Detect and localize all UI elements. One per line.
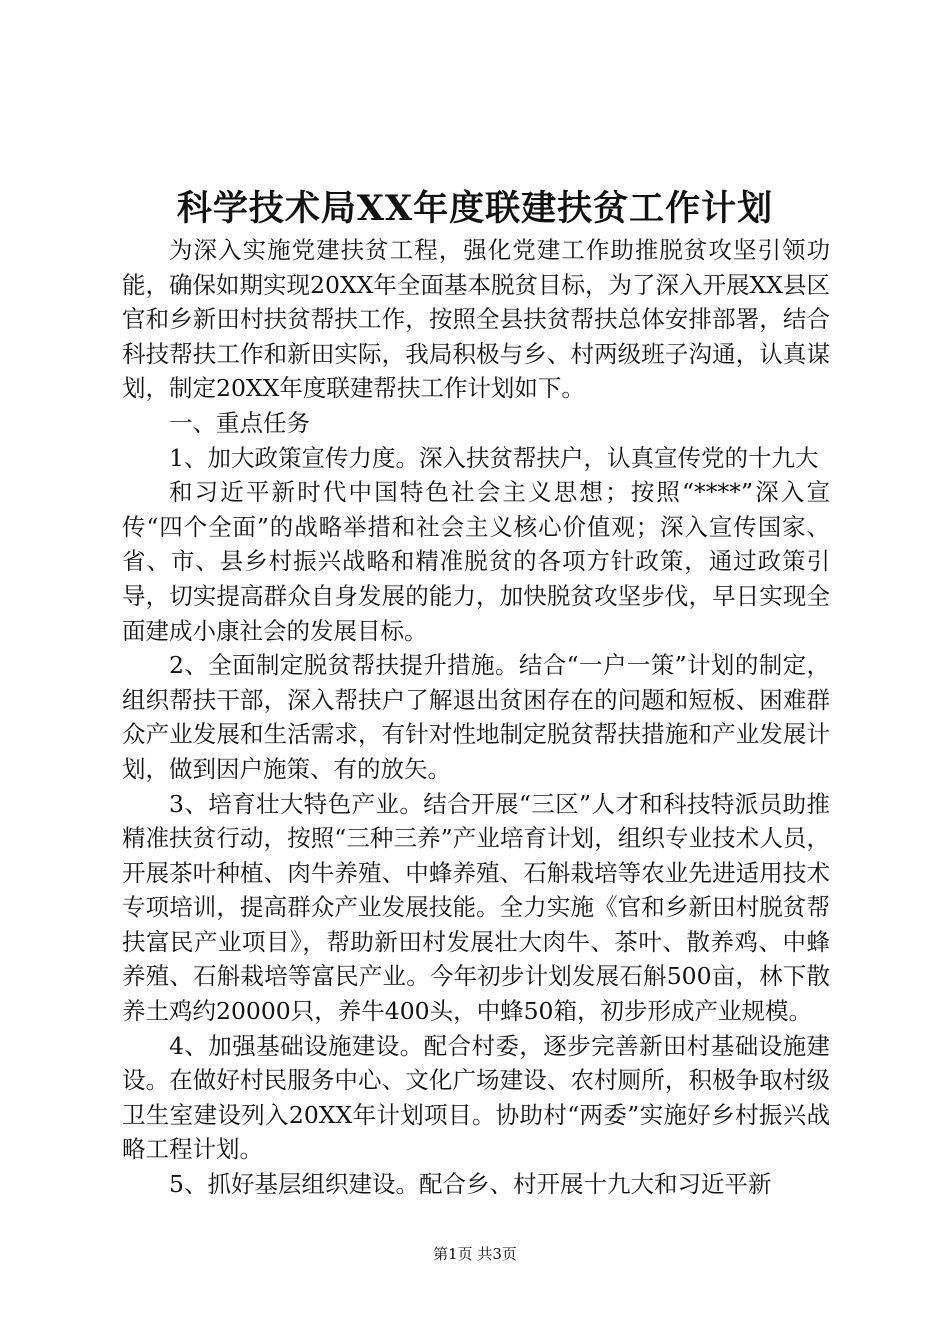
paragraph-item-1-start: 1、加大政策宣传力度。深入扶贫帮扶户，认真宣传党的十九大	[169, 443, 819, 472]
paragraph-item-1-cont: 和习近平新时代中国特色社会主义思想；按照“****”深入宣传“四个全面”的战略举措和社会主义核心价值观；深入宣传国家、省、市、县乡村振兴战略和精准脱贫的各项方针政策，通过政策引导，切实提高群众自身发展的能力，加快脱贫攻坚步伐，早日实现全面建成小康社会的发展目标。	[122, 478, 830, 645]
paragraph-intro: 为深入实施党建扶贫工程，强化党建工作助推脱贫攻坚引领功能，确保如期实现20XX年全面基本脱贫目标，为了深入开展XX县区官和乡新田村扶贫帮扶工作，按照全县扶贫帮扶总体安排部署，结合科技帮扶工作和新田实际，我局积极与乡、村两级班子沟通，认真谋划，制定20XX年度联建帮扶工作计划如下。	[122, 236, 830, 403]
paragraph-section-heading: 一、重点任务	[169, 408, 310, 437]
paragraph-item-4: 4、加强基础设施建设。配合村委，逐步完善新田村基础设施建设。在做好村民服务中心、文化广场建设、农村厕所，积极争取村级卫生室建设列入20XX年计划项目。协助村“两委”实施好乡村振兴战略工程计划。	[122, 1031, 830, 1164]
page-number-footer: 第1页 共3页	[433, 1245, 517, 1263]
paragraph-item-3: 3、培育壮大特色产业。结合开展“三区”人才和科技特派员助推精准扶贫行动，按照“三种三养”产业培育计划，组织专业技术人员，开展茶叶种植、肉牛养殖、中蜂养殖、石斛栽培等农业先进适用技术专项培训，提高群众产业发展技能。全力实施《官和乡新田村脱贫帮扶富民产业项目》，帮助新田村发展壮大肉牛、茶叶、散养鸡、中蜂养殖、石斛栽培等富民产业。今年初步计划发展石斛500亩，林下散养土鸡约20000只，养牛400头，中蜂50箱，初步形成产业规模。	[122, 789, 830, 1026]
document-body	[122, 233, 830, 1202]
paragraph-item-2: 2、全面制定脱贫帮扶提升措施。结合“一户一策”计划的制定，组织帮扶干部，深入帮扶户了解退出贫困存在的问题和短板、困难群众产业发展和生活需求，有针对性地制定脱贫帮扶措施和产业发展计划，做到因户施策、有的放矢。	[122, 651, 830, 783]
paragraph-item-5: 5、抓好基层组织建设。配合乡、村开展十九大和习近平新	[169, 1170, 772, 1199]
document-title: 科学技术局XX年度联建扶贫工作计划	[176, 188, 774, 229]
